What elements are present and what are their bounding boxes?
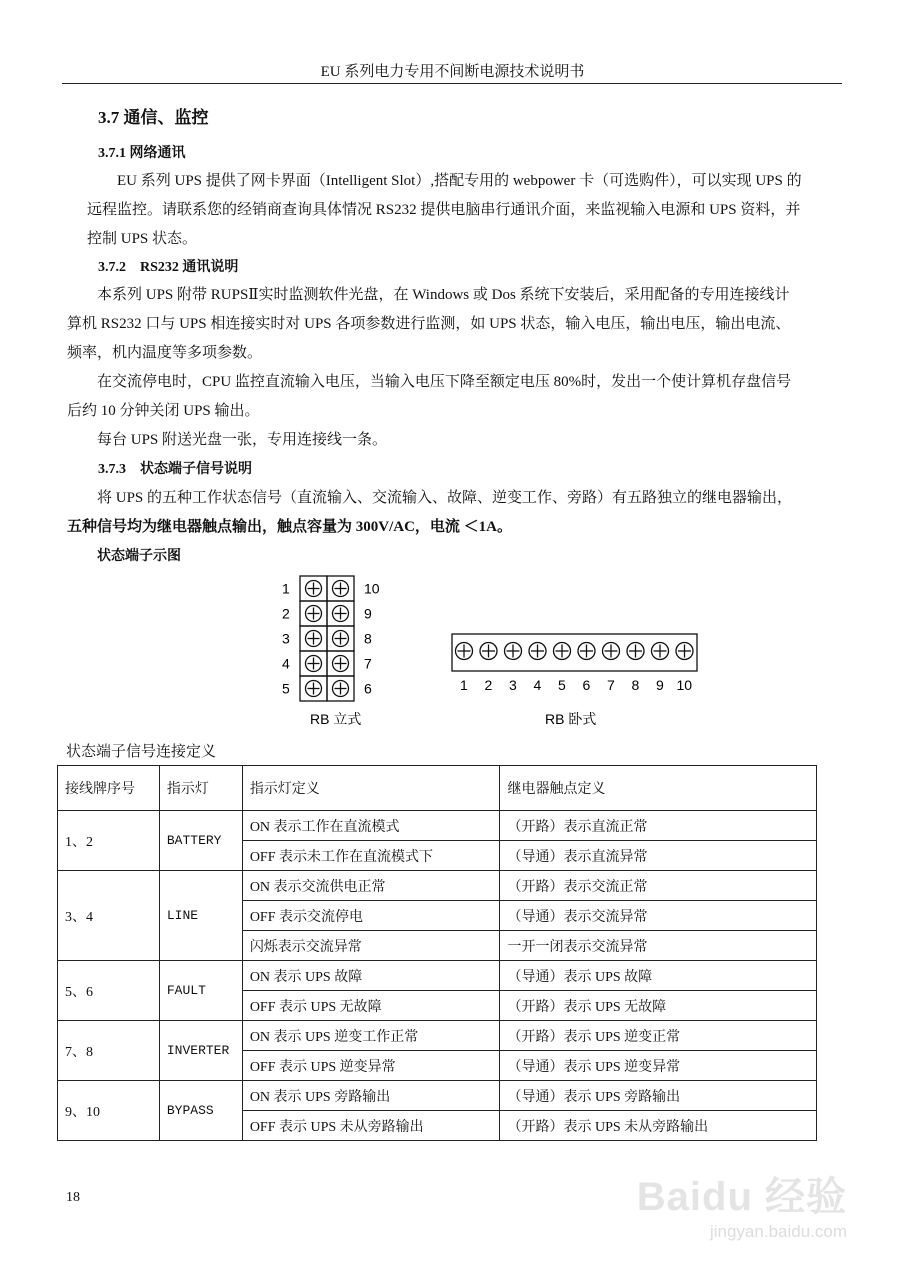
terminal-number-label: 6 <box>364 680 372 697</box>
page-number: 18 <box>66 1190 80 1205</box>
paragraph-line: 本系列 UPS 附带 RUPSⅡ实时监测软件光盘，在 Windows 或 Dos 系统下安装后，采用配备的专用连接线计 <box>97 287 790 303</box>
paragraph-line: 在交流停电时，CPU 监控直流输入电压，当输入电压下降至额定电压 80%时，发出一个使计算机存盘信号 <box>97 374 792 390</box>
watermark-url: jingyan.baidu.com <box>709 1222 847 1241</box>
relay-definition-cell: （开路）表示 UPS 逆变正常 <box>500 1021 817 1051</box>
terminal-number-label: 8 <box>364 630 372 647</box>
terminal-number-label: 1 <box>282 580 290 597</box>
paragraph-rs232 <box>67 281 842 455</box>
terminal-number-label: 5 <box>282 680 290 697</box>
terminal-number-label: 5 <box>558 677 566 693</box>
terminal-number-label: 1 <box>460 677 468 693</box>
diagram-caption-title: 状态端子示图 <box>97 549 181 564</box>
led-definition-cell: ON 表示 UPS 故障 <box>242 961 500 991</box>
terminal-number-label: 9 <box>656 677 664 693</box>
terminal-number-label: 10 <box>676 677 693 693</box>
terminal-number-label: 4 <box>282 655 290 672</box>
paragraph-line: 算机 RS232 口与 UPS 相连接实时对 UPS 各项参数进行监测，如 UPS 状态，输入电压，输出电压，输出电流、 <box>67 316 791 332</box>
relay-definition-cell: （开路）表示 UPS 无故障 <box>500 991 817 1021</box>
paragraph-line: 每台 UPS 附送光盘一张，专用连接线一条。 <box>97 432 388 448</box>
vertical-terminal-block <box>282 576 380 701</box>
terminal-number-label: 7 <box>364 655 372 672</box>
table-row <box>58 811 817 841</box>
led-definition-cell: ON 表示 UPS 旁路输出 <box>242 1081 500 1111</box>
table-row <box>58 1081 817 1111</box>
terminal-number-label: 6 <box>582 677 591 693</box>
pin-number-cell: 1、2 <box>58 811 160 871</box>
subsection-3-7-1-title: 3.7.1 网络通讯 <box>98 146 186 161</box>
terminal-number-label: 2 <box>282 605 290 622</box>
terminal-number-label: 3 <box>282 630 290 647</box>
relay-definition-cell: （导通）表示直流异常 <box>500 841 817 871</box>
column-header: 指示灯定义 <box>242 766 500 811</box>
horizontal-block-label: RB 卧式 <box>545 711 597 727</box>
paragraph-line: 控制 UPS 状态。 <box>87 231 198 247</box>
paragraph-status-terminal <box>67 484 842 571</box>
table-row <box>58 871 817 901</box>
relay-definition-cell: （开路）表示 UPS 未从旁路输出 <box>500 1111 817 1141</box>
header-rule <box>62 83 842 84</box>
indicator-led-cell: BYPASS <box>159 1081 242 1141</box>
pin-number-cell: 9、10 <box>58 1081 160 1141</box>
table-header-row <box>58 766 817 811</box>
paragraph-line: 后约 10 分钟关闭 UPS 输出。 <box>67 403 260 419</box>
terminal-number-label: 9 <box>364 605 372 622</box>
led-definition-cell: OFF 表示 UPS 逆变异常 <box>242 1051 500 1081</box>
led-definition-cell: ON 表示工作在直流模式 <box>242 811 500 841</box>
subsection-3-7-3-title: 3.7.3 状态端子信号说明 <box>98 462 252 477</box>
pin-number-cell: 7、8 <box>58 1021 160 1081</box>
led-definition-cell: 闪烁表示交流异常 <box>242 931 500 961</box>
terminal-number-label: 7 <box>607 677 615 693</box>
subsection-3-7-2-title: 3.7.2 RS232 通讯说明 <box>98 260 239 275</box>
terminal-number-label: 4 <box>533 677 542 693</box>
document-header-title: EU 系列电力专用不间断电源技术说明书 <box>320 64 585 80</box>
relay-definition-cell: （导通）表示 UPS 故障 <box>500 961 817 991</box>
horizontal-terminal-block <box>452 634 697 693</box>
relay-definition-cell: （开路）表示直流正常 <box>500 811 817 841</box>
column-header: 接线牌序号 <box>58 766 160 811</box>
indicator-led-cell: INVERTER <box>159 1021 242 1081</box>
watermark-brand: Baidu 经验 <box>636 1175 847 1219</box>
relay-definition-cell: （导通）表示交流异常 <box>500 901 817 931</box>
signal-definition-table <box>57 765 817 1141</box>
led-definition-cell: ON 表示 UPS 逆变工作正常 <box>242 1021 500 1051</box>
paragraph-line-bold: 五种信号均为继电器触点输出，触点容量为 300V/AC，电流 ＜1A。 <box>67 519 513 535</box>
pin-number-cell: 5、6 <box>58 961 160 1021</box>
paragraph-network <box>87 167 842 254</box>
terminal-number-label: 8 <box>631 677 640 693</box>
section-title: 3.7 通信、监控 <box>98 108 209 127</box>
led-definition-cell: OFF 表示 UPS 无故障 <box>242 991 500 1021</box>
pin-number-cell: 3、4 <box>58 871 160 961</box>
column-header: 继电器触点定义 <box>500 766 817 811</box>
relay-definition-cell: （导通）表示 UPS 逆变异常 <box>500 1051 817 1081</box>
indicator-led-cell: BATTERY <box>159 811 242 871</box>
relay-definition-cell: （开路）表示交流正常 <box>500 871 817 901</box>
indicator-led-cell: FAULT <box>159 961 242 1021</box>
paragraph-line: 远程监控。请联系您的经销商查询具体情况 RS232 提供电脑串行通讯介面，来监视输入电源和 UPS 资料，并 <box>87 202 801 218</box>
table-row <box>58 961 817 991</box>
terminal-number-label: 10 <box>364 580 380 597</box>
vertical-block-label: RB 立式 <box>310 711 362 727</box>
terminal-number-label: 3 <box>509 677 517 693</box>
column-header: 指示灯 <box>159 766 242 811</box>
led-definition-cell: OFF 表示未工作在直流模式下 <box>242 841 500 871</box>
led-definition-cell: ON 表示交流供电正常 <box>242 871 500 901</box>
led-definition-cell: OFF 表示交流停电 <box>242 901 500 931</box>
relay-definition-cell: （导通）表示 UPS 旁路输出 <box>500 1081 817 1111</box>
indicator-led-cell: LINE <box>159 871 242 961</box>
terminal-diagram <box>270 572 730 732</box>
led-definition-cell: OFF 表示 UPS 未从旁路输出 <box>242 1111 500 1141</box>
paragraph-line: 频率，机内温度等多项参数。 <box>67 345 263 361</box>
relay-definition-cell: 一开一闭表示交流异常 <box>500 931 817 961</box>
watermark <box>637 1165 847 1242</box>
terminal-number-label: 2 <box>484 677 493 693</box>
table-row <box>58 1021 817 1051</box>
table-title: 状态端子信号连接定义 <box>66 744 217 760</box>
paragraph-line: EU 系列 UPS 提供了网卡界面（Intelligent Slot）,搭配专用的 webpower 卡（可选购件），可以实现 UPS 的 <box>117 173 802 189</box>
paragraph-line: 将 UPS 的五种工作状态信号（直流输入、交流输入、故障、逆变工作、旁路）有五路独立的继电器输出， <box>97 490 793 506</box>
